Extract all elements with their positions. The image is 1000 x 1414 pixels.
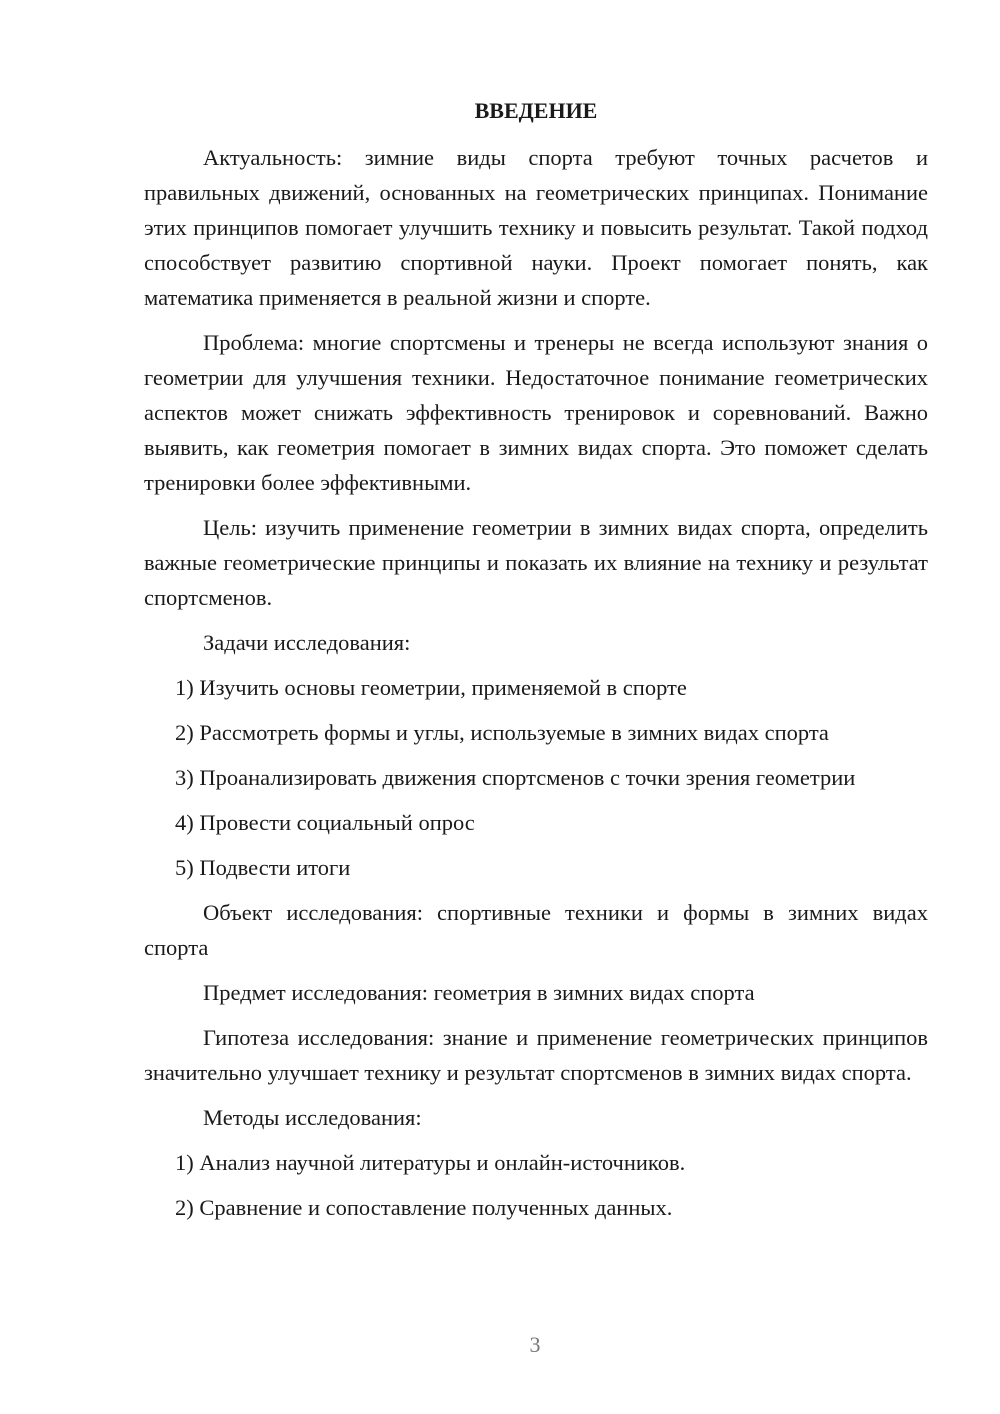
- subject-paragraph: Предмет исследования: геометрия в зимних видах спорта: [203, 980, 755, 1005]
- tasks-title: Задачи исследования:: [203, 630, 411, 655]
- goal-paragraph: Цель: изучить применение геометрии в зимних видах спорта, определить важные геометрические принципы и показать их влияние на технику и результат спортсменов.: [144, 515, 928, 610]
- methods-list: [144, 1145, 928, 1225]
- list-item: 2) Сравнение и сопоставление полученных данных.: [175, 1195, 673, 1220]
- list-item: 2) Рассмотреть формы и углы, используемые в зимних видах спорта: [175, 720, 829, 745]
- methods-title: Методы исследования:: [203, 1105, 422, 1130]
- relevance-paragraph: Актуальность: зимние виды спорта требуют точных расчетов и правильных движений, основанных на геометрических принципах. Понимание этих принципов помогает улучшить технику и повысить результат. Такой подход способствует развитию спортивной науки. Проект помогает понять, как математика применяется в реальной жизни и спорте.: [144, 145, 928, 310]
- list-item: 1) Анализ научной литературы и онлайн-источников.: [175, 1150, 686, 1175]
- document-page: [144, 96, 928, 1235]
- section-heading: ВВЕДЕНИЕ: [474, 98, 598, 123]
- list-item: 3) Проанализировать движения спортсменов с точки зрения геометрии: [175, 765, 856, 790]
- list-item: 5) Подвести итоги: [175, 855, 351, 880]
- hypothesis-paragraph: Гипотеза исследования: знание и применение геометрических принципов значительно улучшает технику и результат спортсменов в зимних видах спорта.: [144, 1025, 928, 1085]
- list-item: 4) Провести социальный опрос: [175, 810, 475, 835]
- page-number: 3: [529, 1332, 541, 1357]
- tasks-list: [144, 670, 928, 885]
- problem-paragraph: Проблема: многие спортсмены и тренеры не всегда используют знания о геометрии для улучшения техники. Недостаточное понимание геометрических аспектов может снижать эффективность тренировок и соревнований. Важно выявить, как геометрия помогает в зимних видах спорта. Это поможет сделать тренировки более эффективными.: [144, 330, 928, 495]
- list-item: 1) Изучить основы геометрии, применяемой в спорте: [175, 675, 687, 700]
- object-paragraph: Объект исследования: спортивные техники и формы в зимних видах спорта: [144, 900, 928, 960]
